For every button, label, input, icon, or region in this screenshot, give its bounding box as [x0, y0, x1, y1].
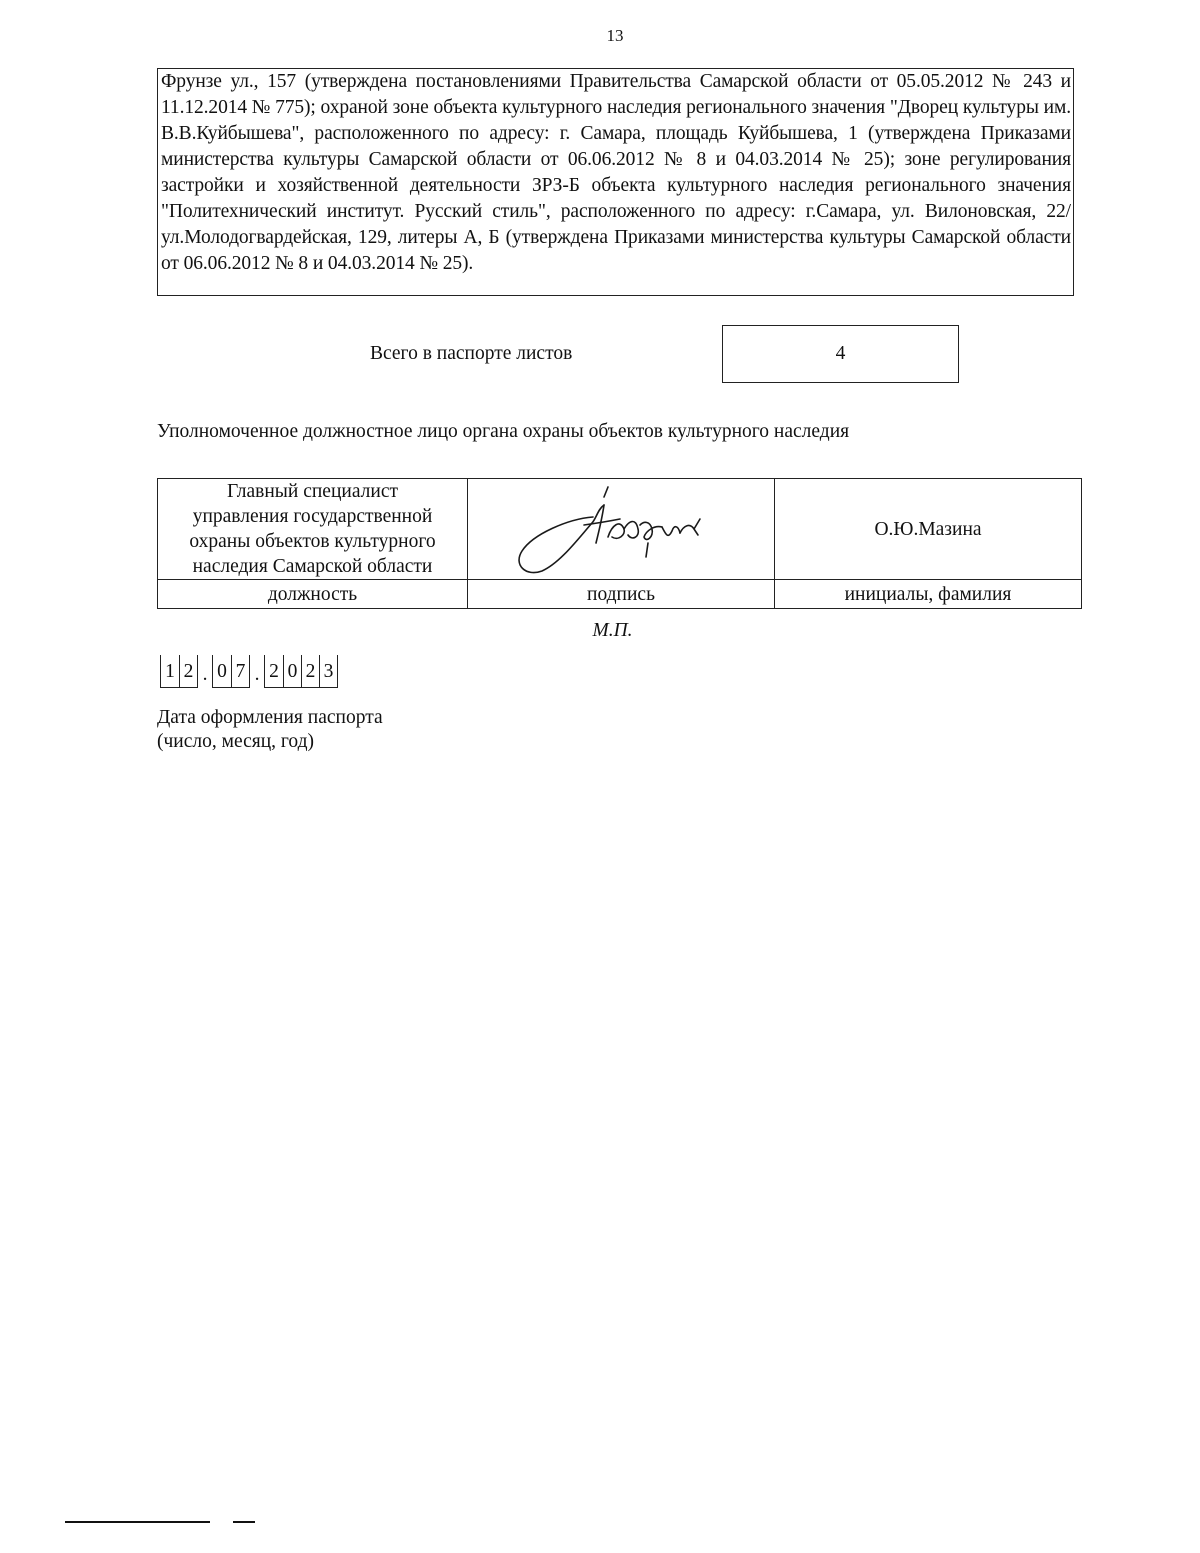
position-line: наследия Самарской области	[192, 556, 433, 577]
date-digit: 0	[283, 655, 301, 687]
position-line: Главный специалист	[226, 481, 399, 502]
signature-main-row	[158, 479, 1082, 580]
date-digit: 2	[179, 655, 197, 687]
official-heading: Уполномоченное должностное лицо органа охраны объектов культурного наследия	[157, 421, 850, 442]
date-year-group	[264, 655, 338, 688]
official-name: О.Ю.Мазина	[874, 518, 982, 540]
date-digit: 2	[269, 661, 279, 682]
name-cell	[775, 479, 1082, 580]
date-separator: .	[202, 663, 208, 685]
page-number: 13	[606, 26, 624, 45]
footnote-divider-fragment	[233, 1521, 255, 1523]
signature-caption-row	[158, 580, 1082, 609]
position-cell	[158, 479, 468, 580]
date-separator: .	[254, 663, 260, 685]
protection-zones-text-box: Фрунзе ул., 157 (утверждена постановлениями Правительства Самарской области от 05.05.2012 № 243 и 11.12.2014 № 775); охраной зоне объекта культурного наследия регионального значения "Дворец культуры им. В.В.Куйбышева", расположенного по адресу: г. Самара, площадь Куйбышева, 1 (утверждена Приказами министерства культуры Самарской области от 06.06.2012 № 8 и 04.03.2014 № 25); зоне регулирования застройки и хозяйственной деятельности ЗРЗ-Б объекта культурного наследия регионального значения "Политехнический институт. Русский стиль", расположенного по адресу: г.Самара, ул. Вилоновская, 22/ул.Молодогвардейская, 129, литеры А, Б (утверждена Приказами министерства культуры Самарской области от 06.06.2012 № 8 и 04.03.2014 № 25).	[157, 68, 1074, 296]
date-caption-line: Дата оформления паспорта	[157, 707, 383, 728]
date-digit: 2	[301, 655, 319, 687]
issue-date	[160, 655, 338, 688]
position-line: управления государственной	[192, 506, 433, 527]
date-caption	[157, 706, 383, 754]
name-caption: инициалы, фамилия	[775, 580, 1082, 609]
date-caption-line: (число, месяц, год)	[157, 731, 315, 752]
date-digit: 3	[319, 655, 337, 687]
date-day-group	[160, 655, 198, 688]
date-month-group	[212, 655, 250, 688]
date-digit: 0	[217, 661, 227, 682]
date-digit: 7	[231, 655, 249, 687]
date-digit: 1	[165, 661, 175, 682]
position-caption: должность	[158, 580, 468, 609]
sheets-count-label: Всего в паспорте листов	[370, 343, 573, 364]
sheets-count-box	[722, 325, 959, 383]
footnote-divider	[65, 1521, 210, 1523]
signature-table	[157, 478, 1082, 609]
position-line: охраны объектов культурного	[189, 531, 436, 552]
sheets-count-value: 4	[835, 343, 846, 364]
signature-cell	[468, 479, 775, 580]
signature-caption: подпись	[468, 580, 775, 609]
stamp-place-mark: М.П.	[592, 620, 633, 641]
handwritten-signature	[508, 479, 718, 579]
